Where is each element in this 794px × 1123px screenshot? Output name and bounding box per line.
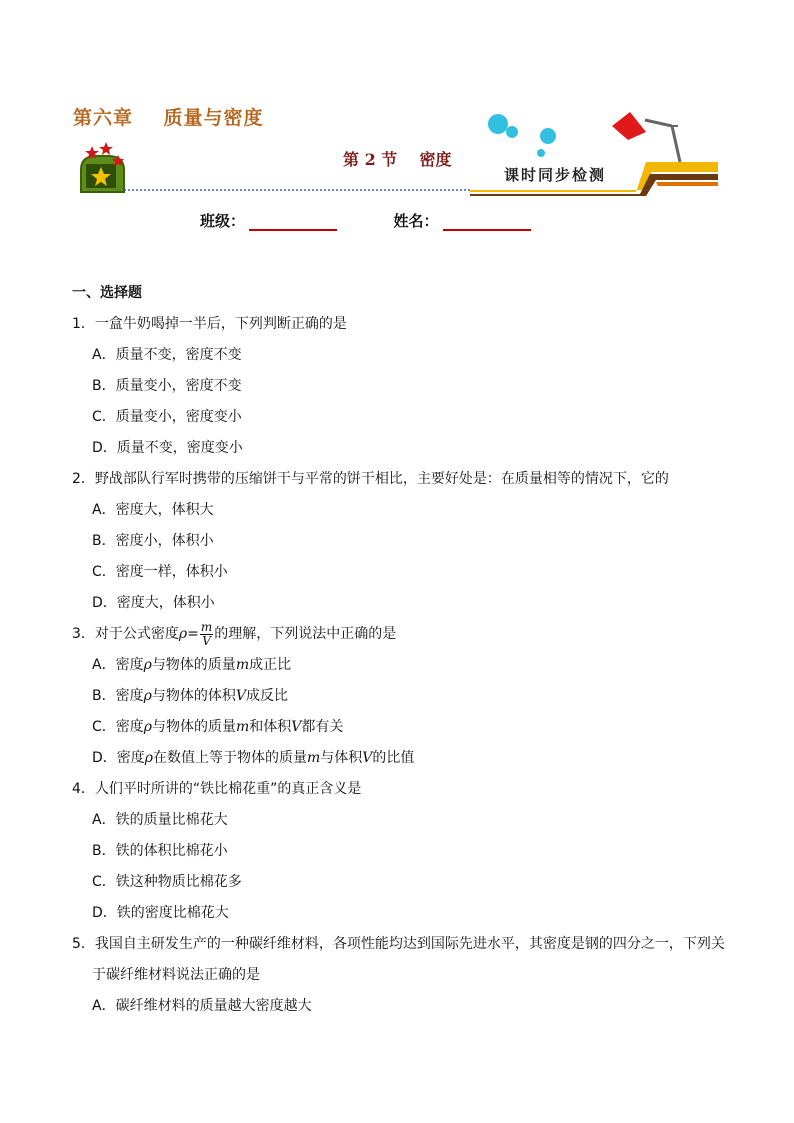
density-formula: $\frac{m}{V}$ bbox=[200, 619, 213, 648]
section-heading: 一、选择题 bbox=[72, 285, 142, 301]
option-c[interactable]: C．铁这种物质比棉花多 bbox=[92, 874, 242, 890]
header-decoration bbox=[0, 0, 794, 200]
class-label: 班级： bbox=[200, 212, 246, 230]
question-text: 野战部队行军时携带的压缩饼干与平常的饼干相比，主要好处是：在质量相等的情况下，它的 bbox=[94, 471, 669, 487]
option-a[interactable]: A．密度大，体积大 bbox=[92, 502, 214, 518]
formula-lhs: ρ= bbox=[178, 626, 199, 642]
option-c[interactable]: C．密度ρ与物体的质量m和体积V都有关 bbox=[92, 719, 344, 735]
question-4: 4．人们平时所讲的“铁比棉花重”的真正含义是 bbox=[72, 781, 362, 797]
student-info-fields bbox=[200, 210, 531, 231]
class-blank[interactable] bbox=[249, 212, 337, 231]
desk-lamp-icon bbox=[612, 112, 680, 162]
option-d[interactable]: D．密度大，体积小 bbox=[92, 595, 215, 611]
option-b[interactable]: B．密度ρ与物体的体积V成反比 bbox=[92, 688, 288, 704]
option-d[interactable]: D．密度ρ在数值上等于物体的质量m与体积V的比值 bbox=[92, 750, 415, 766]
option-a[interactable]: A．质量不变，密度不变 bbox=[92, 347, 242, 363]
option-a[interactable]: A．密度ρ与物体的质量m成正比 bbox=[92, 657, 292, 673]
question-2: 2．野战部队行军时携带的压缩饼干与平常的饼干相比，主要好处是：在质量相等的情况下，它的 bbox=[72, 471, 669, 487]
question-text: 人们平时所讲的“铁比棉花重”的真正含义是 bbox=[94, 781, 362, 797]
name-blank[interactable] bbox=[443, 212, 531, 231]
option-c[interactable]: C．质量变小，密度变小 bbox=[92, 409, 242, 425]
star-badge-icon bbox=[81, 142, 124, 192]
option-b[interactable]: B．密度小，体积小 bbox=[92, 533, 214, 549]
option-a[interactable]: A．碳纤维材料的质量越大密度越大 bbox=[92, 998, 312, 1014]
banner-label: 课时同步检测 bbox=[504, 166, 607, 184]
option-b[interactable]: B．质量变小，密度不变 bbox=[92, 378, 242, 394]
question-text: 一盒牛奶喝掉一半后，下列判断正确的是 bbox=[94, 316, 347, 332]
bubbles-icon bbox=[488, 114, 556, 157]
option-c[interactable]: C．密度一样，体积小 bbox=[92, 564, 228, 580]
chapter-title: 第六章 质量与密度 bbox=[73, 107, 264, 129]
option-a[interactable]: A．铁的质量比棉花大 bbox=[92, 812, 228, 828]
section-title: 第 2 节 密度 bbox=[343, 150, 452, 169]
question-3: 3．对于公式密度ρ= $\frac{m}{V}$ 的理解，下列说法中正确的是 bbox=[72, 619, 397, 648]
option-d[interactable]: D．质量不变，密度变小 bbox=[92, 440, 243, 456]
question-5: 5．我国自主研发生产的一种碳纤维材料，各项性能均达到国际先进水平，其密度是钢的四分之一，下列关 bbox=[72, 936, 725, 952]
option-b[interactable]: B．铁的体积比棉花小 bbox=[92, 843, 228, 859]
question-text: 我国自主研发生产的一种碳纤维材料，各项性能均达到国际先进水平，其密度是钢的四分之一，下列关 bbox=[94, 936, 725, 952]
name-label: 姓名： bbox=[393, 212, 439, 230]
question-text-continued: 于碳纤维材料说法正确的是 bbox=[92, 967, 260, 983]
option-d[interactable]: D．铁的密度比棉花大 bbox=[92, 905, 229, 921]
question-1: 1．一盒牛奶喝掉一半后，下列判断正确的是 bbox=[72, 316, 347, 332]
question-list bbox=[72, 278, 732, 1022]
